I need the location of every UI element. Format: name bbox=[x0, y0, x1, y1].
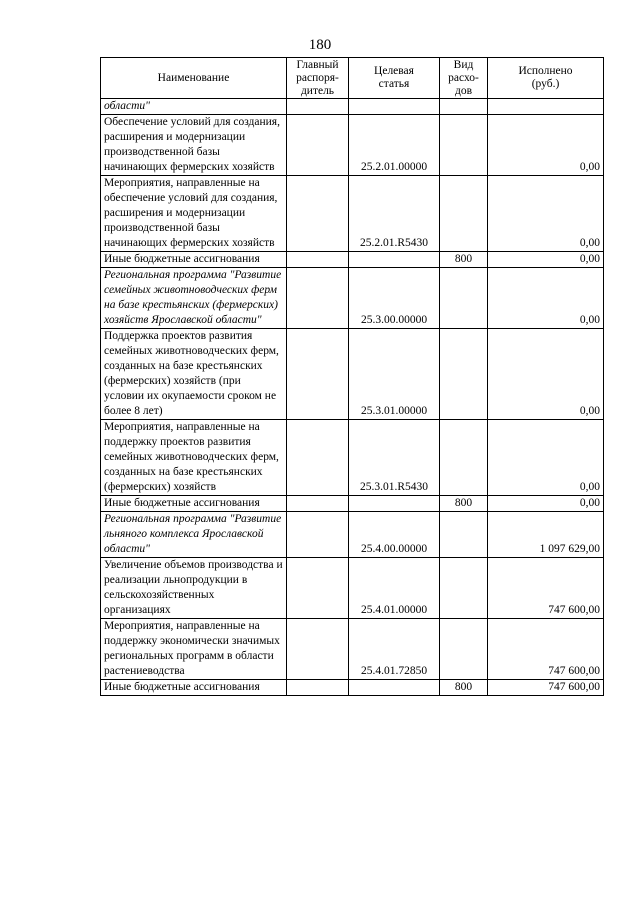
row-admin bbox=[287, 420, 349, 496]
row-amount: 1 097 629,00 bbox=[488, 512, 604, 558]
row-article bbox=[349, 252, 440, 268]
row-admin bbox=[287, 680, 349, 696]
row-article: 25.4.01.72850 bbox=[349, 619, 440, 680]
row-name: Иные бюджетные ассигнования bbox=[101, 680, 287, 696]
row-admin bbox=[287, 329, 349, 420]
row-admin bbox=[287, 512, 349, 558]
header-type: Вид расхо- дов bbox=[440, 58, 488, 99]
row-admin bbox=[287, 558, 349, 619]
row-name: Мероприятия, направленные на поддержку экономически значимых региональных программ в области растениеводства bbox=[101, 619, 287, 680]
row-amount: 0,00 bbox=[488, 496, 604, 512]
row-type bbox=[440, 619, 488, 680]
row-admin bbox=[287, 268, 349, 329]
row-name: Региональная программа "Развитие семейных животноводческих ферм на базе крестьянских (фермерских) хозяйств Ярославской области" bbox=[101, 268, 287, 329]
budget-table bbox=[100, 57, 604, 696]
row-article: 25.2.01.R5430 bbox=[349, 176, 440, 252]
row-type bbox=[440, 512, 488, 558]
row-admin bbox=[287, 496, 349, 512]
row-article: 25.3.00.00000 bbox=[349, 268, 440, 329]
row-amount: 0,00 bbox=[488, 115, 604, 176]
row-type: 800 bbox=[440, 252, 488, 268]
row-type bbox=[440, 115, 488, 176]
header-name: Наименование bbox=[101, 58, 287, 99]
continuation-row bbox=[101, 99, 604, 115]
header-done: Исполнено (руб.) bbox=[488, 58, 604, 99]
table-row bbox=[101, 619, 604, 680]
row-amount: 0,00 bbox=[488, 420, 604, 496]
row-type bbox=[440, 329, 488, 420]
row-admin bbox=[287, 619, 349, 680]
row-type bbox=[440, 420, 488, 496]
header-admin: Главный распоря- дитель bbox=[287, 58, 349, 99]
row-amount: 0,00 bbox=[488, 252, 604, 268]
row-article: 25.3.01.R5430 bbox=[349, 420, 440, 496]
table-row bbox=[101, 252, 604, 268]
row-admin bbox=[287, 115, 349, 176]
row-name: Обеспечение условий для создания, расширения и модернизации производственной базы начинающих фермерских хозяйств bbox=[101, 115, 287, 176]
row-name: Увеличение объемов производства и реализации льнопродукции в сельскохозяйственных организациях bbox=[101, 558, 287, 619]
row-article bbox=[349, 496, 440, 512]
table-row bbox=[101, 558, 604, 619]
row-type bbox=[440, 558, 488, 619]
row-article: 25.4.00.00000 bbox=[349, 512, 440, 558]
row-name: Мероприятия, направленные на обеспечение условий для создания, расширения и модернизации производственной базы начинающих фермерских хозяйств bbox=[101, 176, 287, 252]
row-name: Иные бюджетные ассигнования bbox=[101, 496, 287, 512]
row-article: 25.3.01.00000 bbox=[349, 329, 440, 420]
row-name: Региональная программа "Развитие льняного комплекса Ярославской области" bbox=[101, 512, 287, 558]
row-name: Поддержка проектов развития семейных животноводческих ферм, созданных на базе крестьянских (фермерских) хозяйств (при условии их окупаемости сроком не более 8 лет) bbox=[101, 329, 287, 420]
table-row bbox=[101, 420, 604, 496]
row-article: 25.4.01.00000 bbox=[349, 558, 440, 619]
row-amount: 747 600,00 bbox=[488, 619, 604, 680]
table-header-row bbox=[101, 58, 604, 99]
row-admin bbox=[287, 252, 349, 268]
row-type bbox=[440, 176, 488, 252]
row-type: 800 bbox=[440, 680, 488, 696]
page-number: 180 bbox=[308, 37, 332, 53]
continuation-text: области" bbox=[101, 99, 287, 115]
row-name: Иные бюджетные ассигнования bbox=[101, 252, 287, 268]
row-type: 800 bbox=[440, 496, 488, 512]
table-row bbox=[101, 268, 604, 329]
row-amount: 0,00 bbox=[488, 176, 604, 252]
row-article bbox=[349, 680, 440, 696]
row-amount: 0,00 bbox=[488, 329, 604, 420]
table-row bbox=[101, 512, 604, 558]
row-name: Мероприятия, направленные на поддержку проектов развития семейных животноводческих ферм, созданных на базе крестьянских (фермерских) хозяйств bbox=[101, 420, 287, 496]
table-row bbox=[101, 680, 604, 696]
header-article: Целевая статья bbox=[349, 58, 440, 99]
row-type bbox=[440, 268, 488, 329]
row-article: 25.2.01.00000 bbox=[349, 115, 440, 176]
row-amount: 747 600,00 bbox=[488, 680, 604, 696]
row-amount: 0,00 bbox=[488, 268, 604, 329]
row-admin bbox=[287, 176, 349, 252]
table-row bbox=[101, 329, 604, 420]
table-row bbox=[101, 176, 604, 252]
table-row bbox=[101, 496, 604, 512]
table-row bbox=[101, 115, 604, 176]
row-amount: 747 600,00 bbox=[488, 558, 604, 619]
